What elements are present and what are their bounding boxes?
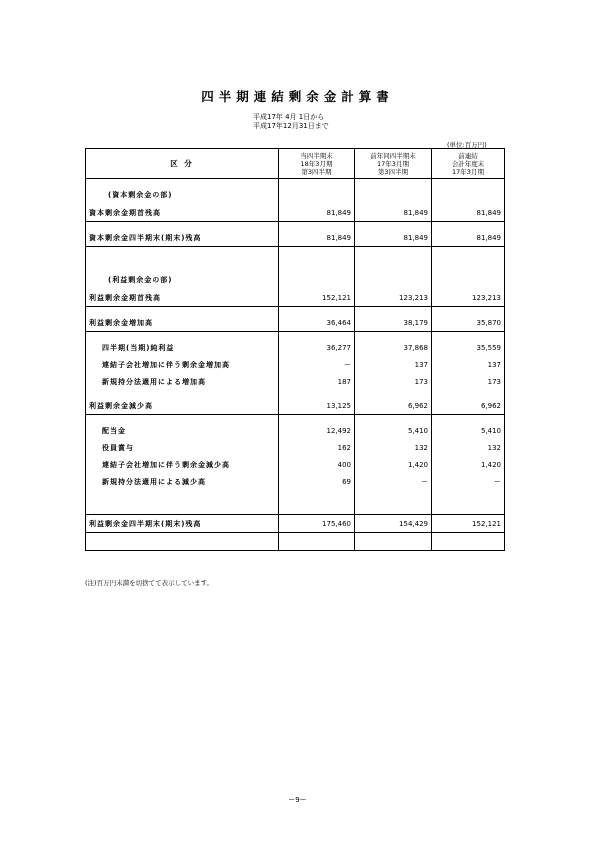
header-prior-fiscal-year: 前連結 会計年度末 17年3月期 bbox=[432, 149, 505, 179]
table-header-row bbox=[86, 149, 505, 179]
table-row: (利益剰余金の部) bbox=[86, 271, 505, 289]
table-row: 新規持分法適用による増加高 187 173 173 bbox=[86, 373, 505, 390]
table-row: 四半期(当期)純利益 36,277 37,868 35,559 bbox=[86, 339, 505, 356]
page-title: 四半期連結剰余金計算書 bbox=[201, 89, 394, 104]
period-to: 平成17年12月31日まで bbox=[253, 122, 329, 130]
period-from: 平成17年 4月 1日から bbox=[253, 113, 325, 121]
table-row: 利益剰余金増加高 36,464 38,179 35,870 bbox=[86, 314, 505, 332]
table-row: 配当金 12,492 5,410 5,410 bbox=[86, 422, 505, 439]
table-row: 資本剰余金期首残高 81,849 81,849 81,849 bbox=[86, 204, 505, 222]
table-row: 役員賞与 162 132 132 bbox=[86, 439, 505, 456]
page-number: ー9ー bbox=[288, 796, 307, 804]
table-row: 利益剰余金減少高 13,125 6,962 6,962 bbox=[86, 397, 505, 415]
table-row: 新規持分法適用による減少高 69 ー ー bbox=[86, 473, 505, 490]
table-row: (資本剰余金の部) bbox=[86, 186, 505, 204]
header-prior-year-quarter: 前年同四半期末 17年3月期 第3四半期 bbox=[355, 149, 432, 179]
unit-label: (単位:百万円) bbox=[447, 141, 487, 149]
period-range bbox=[253, 113, 329, 131]
table-row: 利益剰余金期首残高 152,121 123,213 123,213 bbox=[86, 289, 505, 307]
table-row: 連結子会社増加に伴う剰余金減少高 400 1,420 1,420 bbox=[86, 456, 505, 473]
table-row: 利益剰余金四半期末(期末)残高 175,460 154,429 152,121 bbox=[86, 515, 505, 533]
footnote: (注)百万円未満を切捨てて表示しています。 bbox=[85, 579, 214, 587]
header-category: 区 分 bbox=[86, 149, 279, 179]
surplus-statement-table bbox=[85, 148, 505, 551]
table-row: 連結子会社増加に伴う剰余金増加高 ー 137 137 bbox=[86, 356, 505, 373]
table-row: 資本剰余金四半期末(期末)残高 81,849 81,849 81,849 bbox=[86, 229, 505, 247]
header-current-quarter: 当四半期末 18年3月期 第3四半期 bbox=[279, 149, 355, 179]
